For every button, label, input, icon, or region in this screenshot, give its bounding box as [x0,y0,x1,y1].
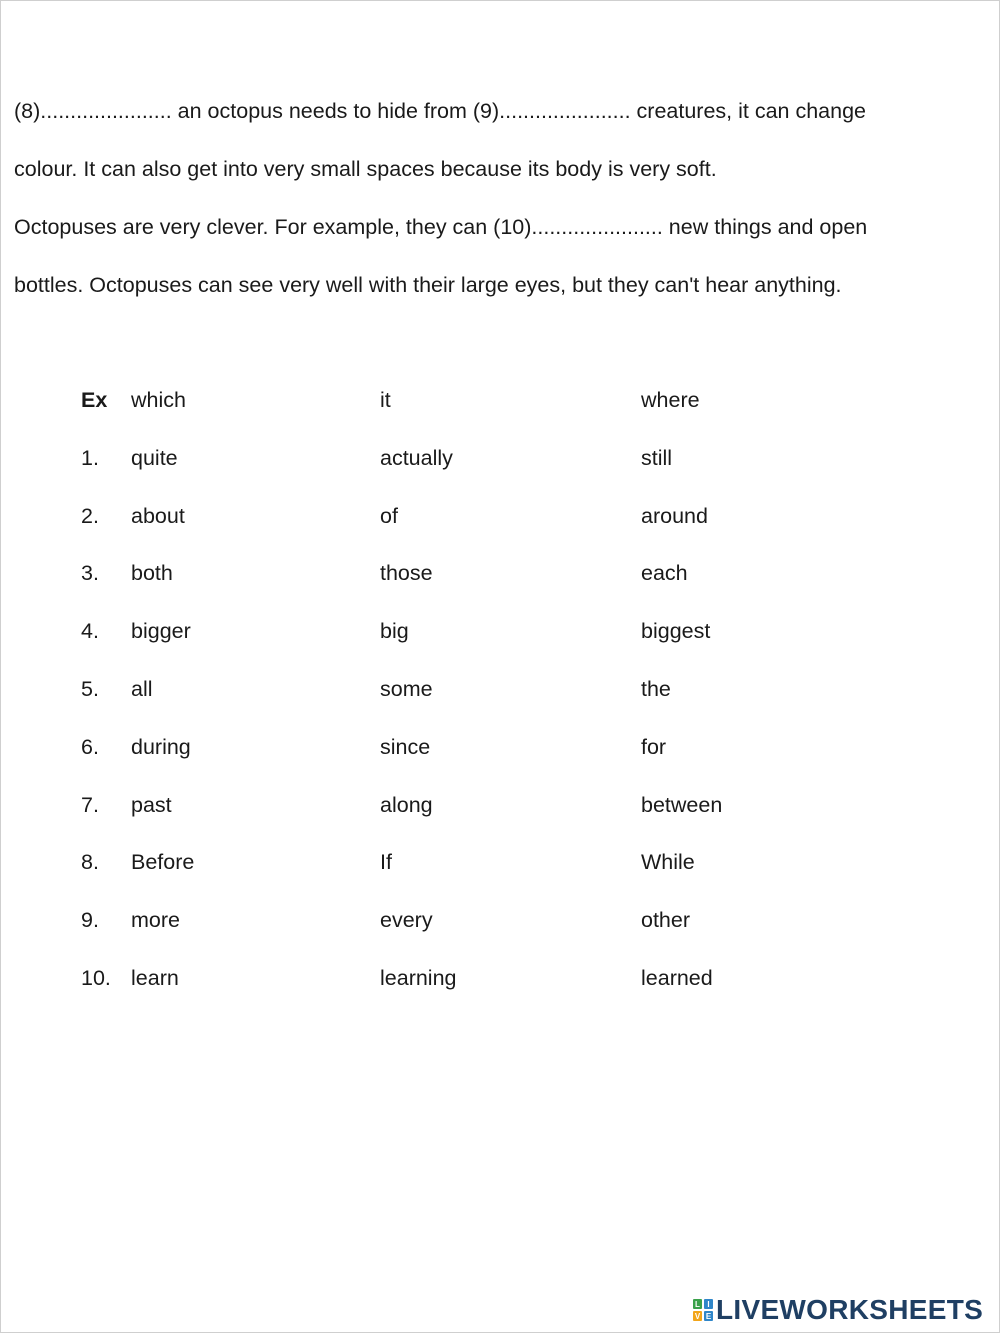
logo-text: LIVEWORKSHEETS [716,1294,984,1325]
option-c: where [641,388,700,412]
option-number: 9. [81,908,99,933]
option-a: quite [131,445,178,470]
option-a: all [131,676,153,701]
option-b: learning [380,965,457,990]
option-number: 5. [81,676,99,701]
option-b: If [380,850,392,875]
option-c: While [641,850,695,875]
option-c: still [641,445,673,470]
option-number: 3. [81,561,99,586]
reading-passage [14,89,989,321]
option-a: learn [131,965,179,990]
option-b: those [380,561,433,586]
option-number: 6. [81,734,99,759]
option-number: 10. [81,965,111,990]
option-number: 7. [81,792,99,817]
option-number: 8. [81,850,99,875]
option-c: other [641,908,691,933]
liveworksheets-logo [693,1294,983,1326]
option-c: for [641,734,667,759]
option-c: between [641,792,723,817]
option-b: actually [380,445,453,470]
passage-line: (8)...................... an octopus needs to hide from (9)...................... creatures, it can change [14,99,867,123]
option-number: Ex [81,388,108,412]
option-b: every [380,908,433,933]
option-a: more [131,908,180,933]
svg-text:L: L [695,1300,700,1310]
option-a: both [131,561,173,586]
option-b: it [380,388,391,412]
option-a: about [131,503,185,528]
option-b: some [380,676,433,701]
option-b: of [380,503,398,528]
option-a: which [131,388,186,412]
option-number: 2. [81,503,99,528]
option-c: the [641,676,671,701]
svg-text:I: I [707,1300,710,1310]
option-b: big [380,619,409,644]
option-number: 1. [81,445,99,470]
liveworksheets-logo-icon [693,1299,713,1321]
option-a: past [131,792,172,817]
option-c: around [641,503,708,528]
option-b: since [380,734,431,759]
option-a: bigger [131,619,191,644]
option-c: biggest [641,619,711,644]
passage-line: colour. It can also get into very small spaces because its body is very soft. [14,157,717,181]
option-number: 4. [81,619,99,644]
option-c: each [641,561,688,586]
option-b: along [380,792,433,817]
option-a: during [131,734,191,759]
passage-line: bottles. Octopuses can see very well with their large eyes, but they can't hear anything. [14,273,842,297]
passage-line: Octopuses are very clever. For example, they can (10)...................... new things and open [14,215,868,239]
option-c: learned [641,965,713,990]
svg-text:E: E [705,1312,712,1321]
svg-text:V: V [694,1312,701,1321]
option-a: Before [131,850,195,875]
